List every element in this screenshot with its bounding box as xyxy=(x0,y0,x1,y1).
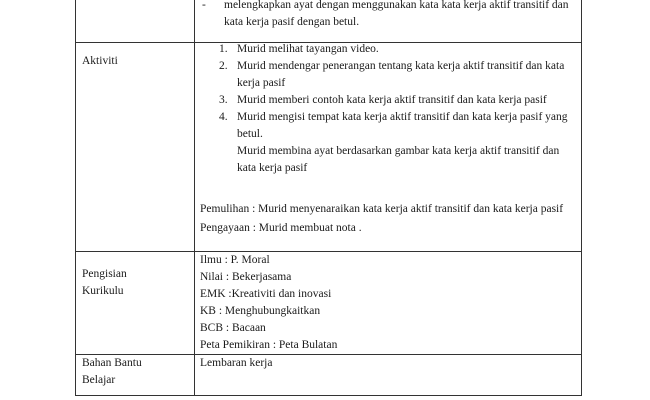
activity-extra-line: Murid membina ayat berdasarkan gambar kata kerja aktif transitif dan kata kerja pasif xyxy=(237,145,560,174)
objectives-label-cell xyxy=(76,0,195,43)
activities-row xyxy=(76,43,582,252)
materials-label: Bahan Bantu Belajar xyxy=(82,357,142,386)
lesson-plan-table xyxy=(75,0,582,396)
enrichment-text: Pengayaan : Murid membuat nota . xyxy=(200,222,362,234)
curriculum-content-cell xyxy=(195,252,582,355)
list-item: 2. Murid mendengar penerangan tentang kata kerja aktif transitif dan kata kerja pasif xyxy=(219,60,565,89)
curriculum-line: BCB : Bacaan xyxy=(200,322,266,334)
curriculum-label-cell xyxy=(76,252,195,355)
curriculum-line: EMK :Kreativiti dan inovasi xyxy=(200,288,332,300)
curriculum-label: Pengisian Kurikulu xyxy=(82,268,127,297)
activities-label-cell xyxy=(76,43,195,252)
activities-label: Aktiviti xyxy=(82,55,118,67)
curriculum-line: Ilmu : P. Moral xyxy=(200,254,270,266)
materials-row xyxy=(76,355,582,396)
list-item: 4. Murid mengisi tempat kata kerja aktif transitif dan kata kerja pasif yang betul. xyxy=(219,111,568,140)
activities-content-cell xyxy=(195,43,582,252)
curriculum-line: KB : Menghubungkaitkan xyxy=(200,305,321,317)
spacer xyxy=(200,177,575,194)
curriculum-row xyxy=(76,252,582,355)
list-item: - melengkapkan ayat dengan menggunakan kata kata kerja aktif transitif dan kata kerja pasif dengan betul. xyxy=(200,0,575,31)
objectives-row xyxy=(76,0,582,43)
list-item: 1. Murid melihat tayangan video. xyxy=(219,43,379,55)
lesson-plan-page xyxy=(75,0,582,396)
materials-value: Lembaran kerja xyxy=(200,357,273,369)
materials-label-cell xyxy=(76,355,195,396)
list-item: 3. Murid memberi contoh kata kerja aktif transitif dan kata kerja pasif xyxy=(219,94,547,106)
curriculum-line: Peta Pemikiran : Peta Bulatan xyxy=(200,339,338,351)
curriculum-line: Nilai : Bekerjasama xyxy=(200,271,292,283)
materials-content-cell xyxy=(195,355,582,396)
remedial-text: Pemulihan : Murid menyenaraikan kata kerja aktif transitif dan kata kerja pasif xyxy=(200,203,564,215)
activities-steps xyxy=(200,41,575,143)
dash-bullet: - xyxy=(202,0,206,11)
objectives-list xyxy=(200,0,575,31)
objectives-content-cell xyxy=(195,0,582,43)
